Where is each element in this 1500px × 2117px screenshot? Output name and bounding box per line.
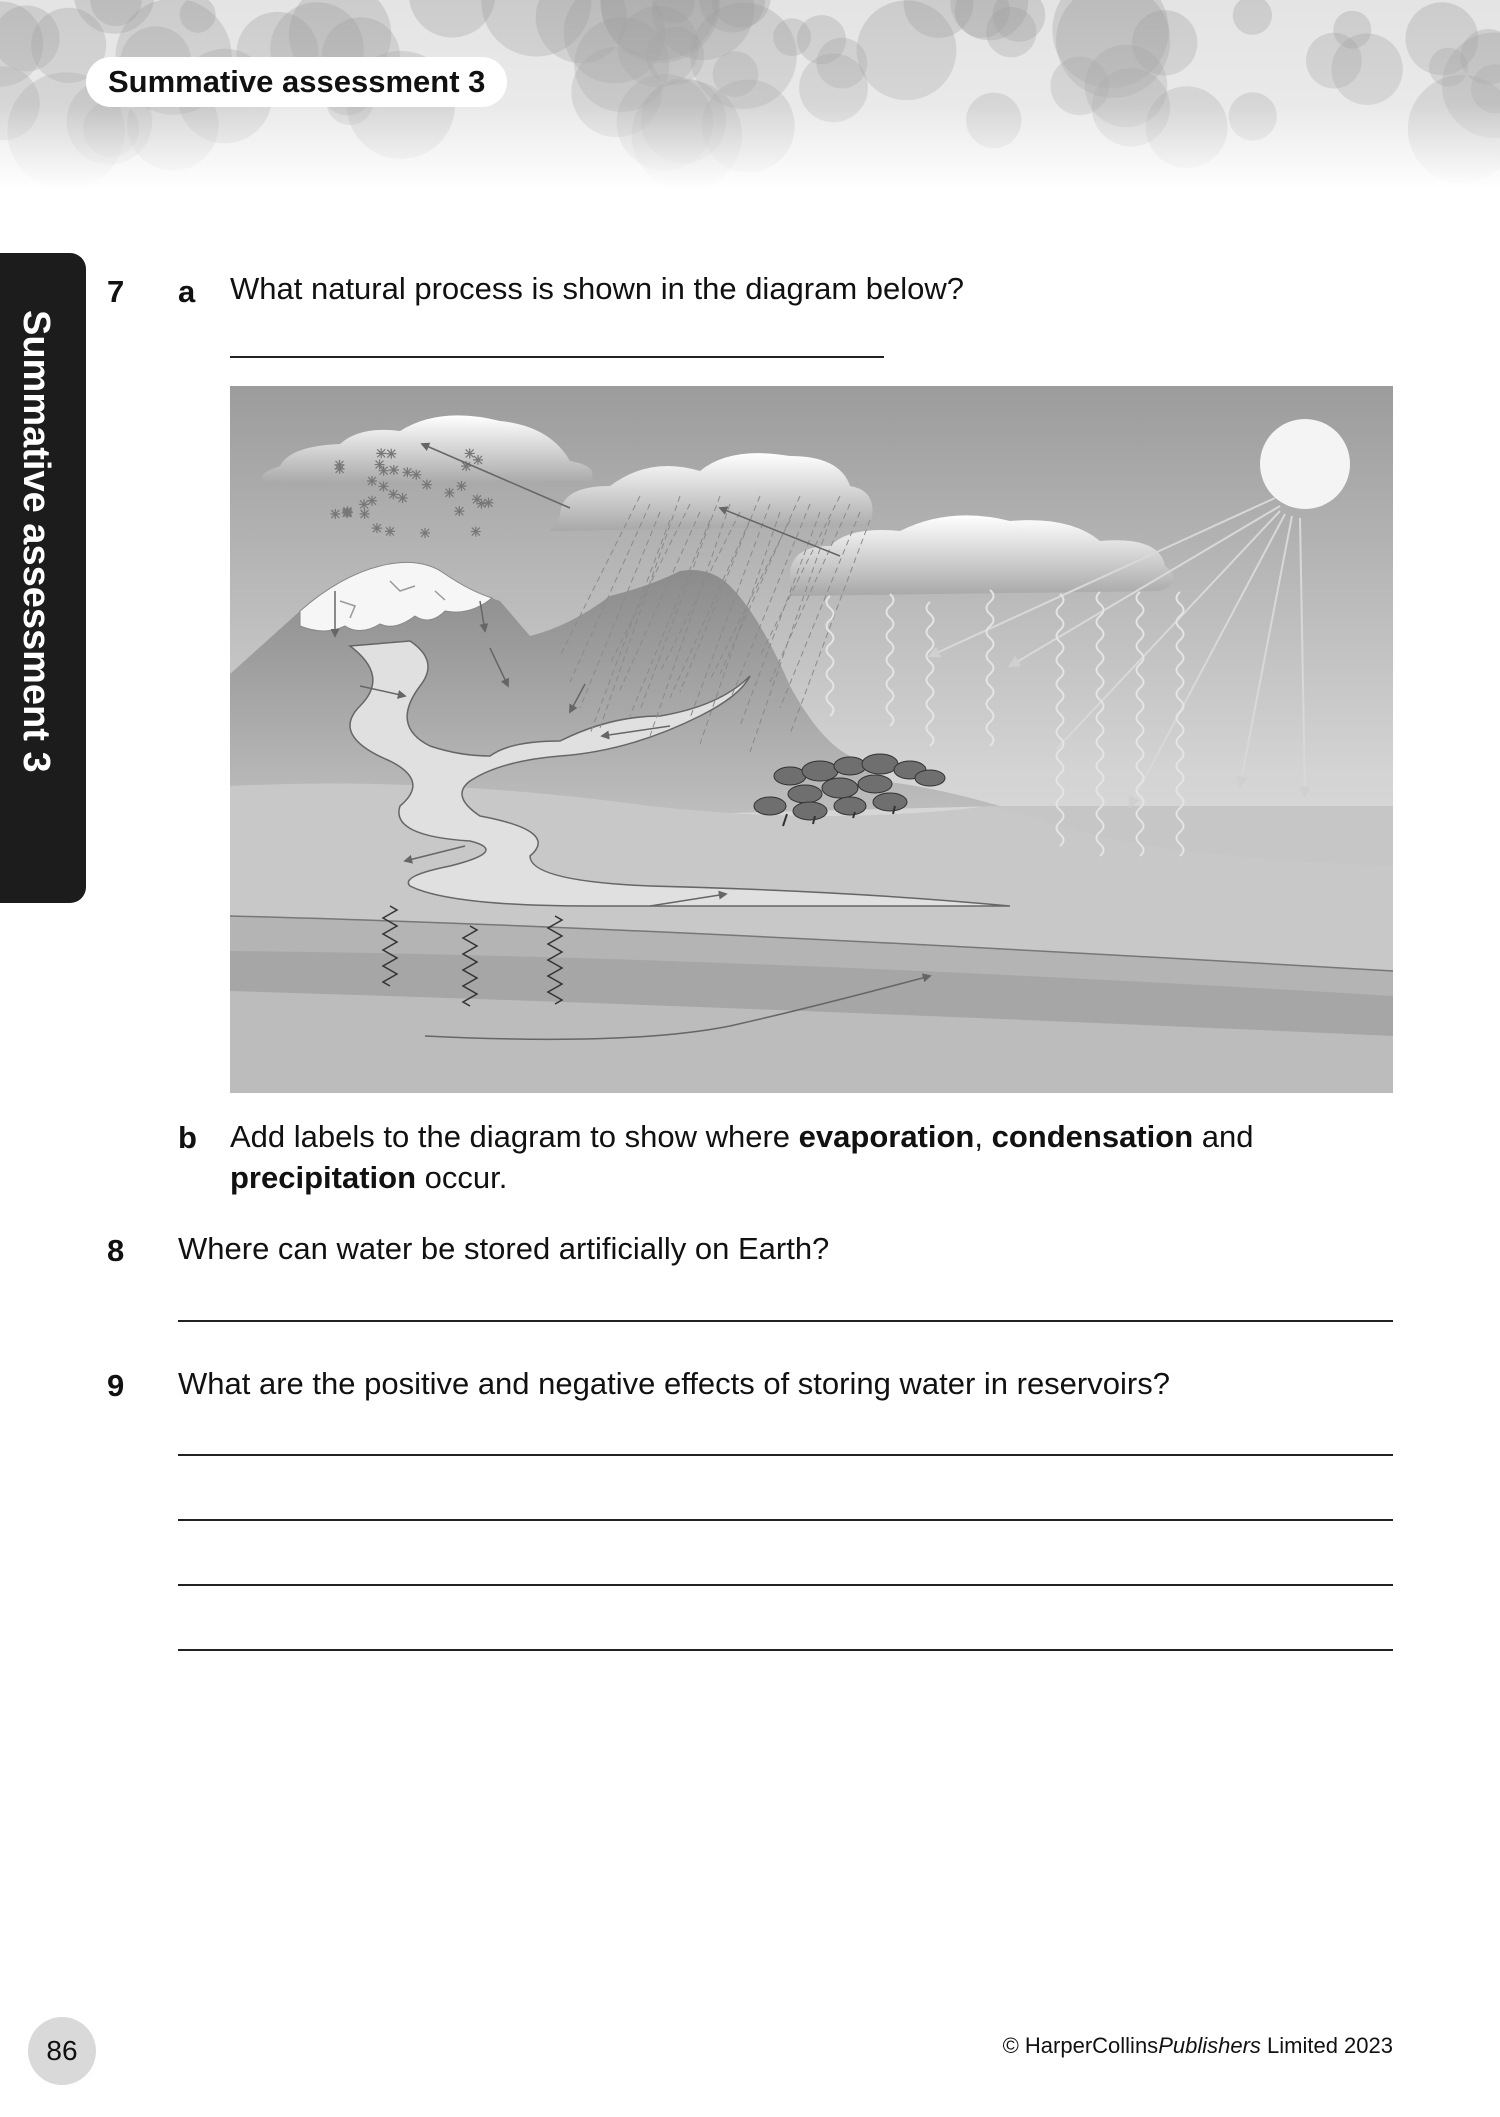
copyright: © HarperCollinsPublishers Limited 2023 bbox=[1002, 2033, 1393, 2058]
question-7a-text: What natural process is shown in the diagram below? bbox=[230, 271, 965, 306]
side-tab-label: Summative assessment 3 bbox=[15, 310, 57, 773]
question-7-number: 7 bbox=[107, 274, 125, 309]
water-cycle-diagram[interactable] bbox=[230, 386, 1393, 1093]
term-precipitation: precipitation bbox=[230, 1160, 417, 1195]
side-tab bbox=[0, 253, 86, 903]
question-7b-text: Add labels to the diagram to show where evaporation, condensation and precipitation occur. bbox=[230, 1119, 1254, 1195]
section-header: Summative assessment 3 bbox=[86, 57, 507, 107]
question-8-number: 8 bbox=[107, 1233, 125, 1268]
question-9-text: What are the positive and negative effects of storing water in reservoirs? bbox=[178, 1366, 1170, 1401]
answer-line-8[interactable] bbox=[178, 1320, 1393, 1322]
term-condensation: condensation bbox=[991, 1119, 1194, 1154]
answer-line-9-1[interactable] bbox=[178, 1454, 1393, 1456]
answer-line-7a[interactable] bbox=[230, 356, 884, 358]
question-9-number: 9 bbox=[107, 1368, 125, 1403]
answer-line-9-4[interactable] bbox=[178, 1649, 1393, 1651]
term-evaporation: evaporation bbox=[798, 1119, 975, 1154]
page-number: 86 bbox=[28, 2017, 96, 2085]
answer-line-9-2[interactable] bbox=[178, 1519, 1393, 1521]
sun bbox=[1260, 419, 1350, 509]
answer-line-9-3[interactable] bbox=[178, 1584, 1393, 1586]
question-8-text: Where can water be stored artificially on Earth? bbox=[178, 1231, 830, 1266]
question-7a-letter: a bbox=[178, 274, 196, 309]
question-7b-letter: b bbox=[178, 1120, 197, 1155]
